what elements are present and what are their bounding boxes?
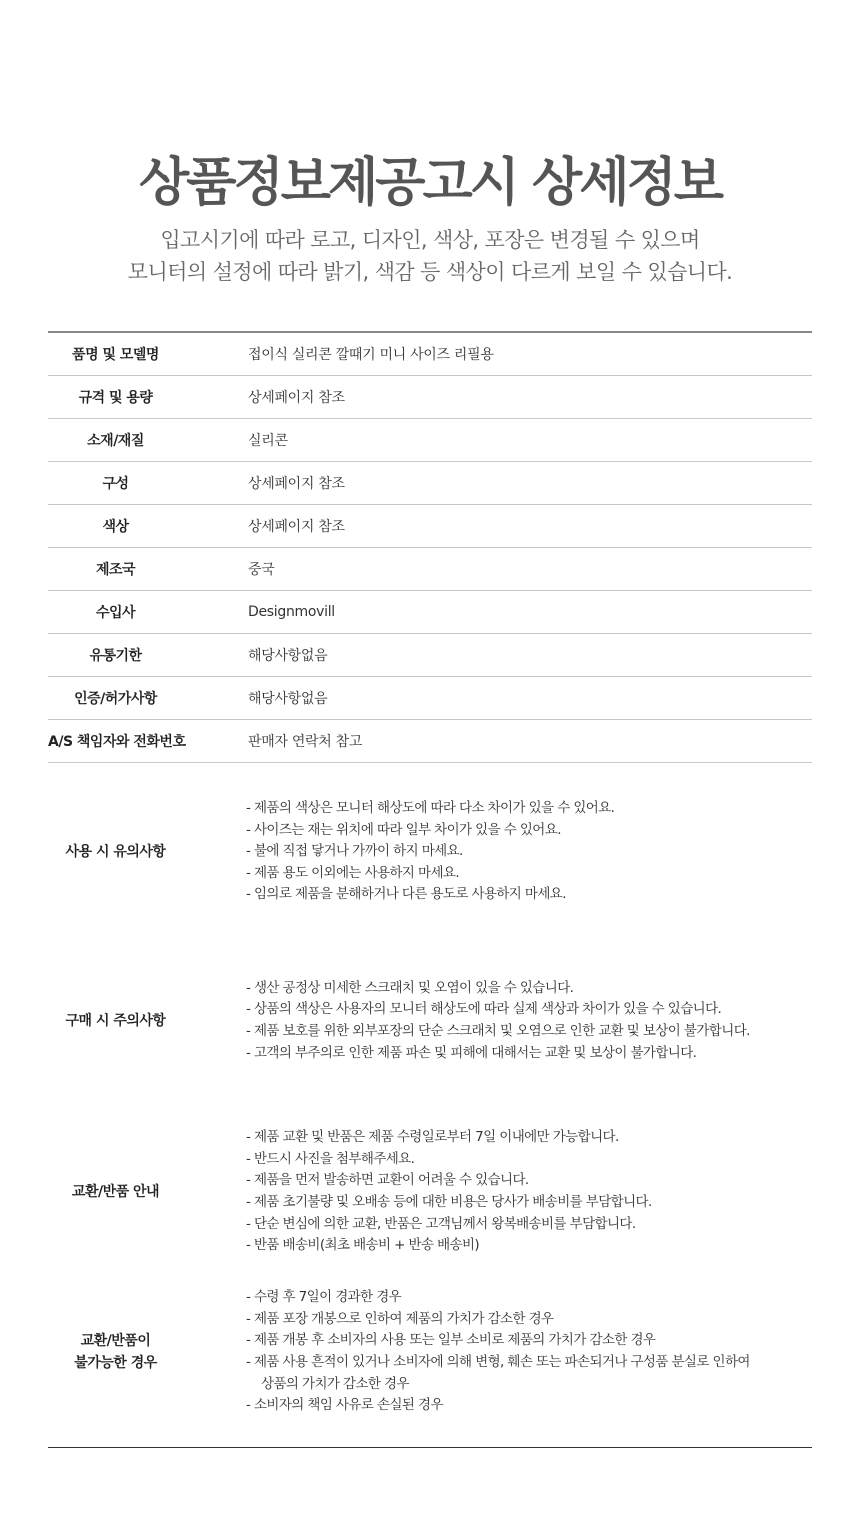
row-value: Designmovill	[248, 604, 335, 620]
page-title: 상품정보제공고시 상세정보	[139, 153, 721, 213]
list-item: - 반드시 사진을 첨부해주세요.	[246, 1150, 415, 1167]
row-value: 중국	[248, 562, 275, 578]
row-value: 실리콘	[248, 433, 288, 449]
row-label: 인증/허가사항	[74, 691, 157, 707]
table-row	[48, 591, 812, 634]
list-item: - 수령 후 7일이 경과한 경우	[246, 1289, 402, 1306]
exchange-return-section	[48, 1125, 812, 1259]
list-item: - 생산 공정상 미세한 스크래치 및 오염이 있을 수 있습니다.	[246, 979, 574, 996]
section-label-line: 교환/반품 안내	[71, 1184, 160, 1200]
section-label	[48, 841, 183, 863]
product-info-table	[48, 331, 812, 763]
usage-caution-section	[48, 794, 812, 910]
section-label	[48, 1330, 183, 1374]
table-row	[48, 720, 812, 763]
notice-line: 모니터의 설정에 따라 밝기, 색감 등 색상이 다르게 보일 수 있습니다.	[127, 260, 733, 284]
table-row	[48, 634, 812, 677]
notice-line: 입고시기에 따라 로고, 디자인, 색상, 포장은 변경될 수 있으며	[160, 228, 700, 252]
list-item: - 임의로 제품을 분해하거나 다른 용도로 사용하지 마세요.	[246, 886, 566, 903]
section-label-line: 불가능한 경우	[74, 1355, 157, 1371]
table-row	[48, 462, 812, 505]
list-item: - 단순 변심에 의한 교환, 반품은 고객님께서 왕복배송비를 부담합니다.	[246, 1215, 636, 1232]
row-value: 상세페이지 참조	[248, 390, 345, 406]
row-label: 규격 및 용량	[78, 390, 153, 406]
non-returnable-list	[183, 1287, 750, 1417]
list-item: - 제품 초기불량 및 오배송 등에 대한 비용은 당사가 배송비를 부담합니다.	[246, 1194, 652, 1210]
list-item: - 제품 개봉 후 소비자의 사용 또는 일부 소비로 제품의 가치가 감소한 경우	[246, 1332, 656, 1349]
notice-text	[0, 224, 860, 288]
row-value: 접이식 실리콘 깔때기 미니 사이즈 리필용	[248, 347, 494, 363]
purchase-caution-section	[48, 976, 812, 1066]
list-item: - 상품의 색상은 사용자의 모니터 해상도에 따라 실제 색상과 차이가 있을 수 있습니다.	[246, 1001, 722, 1018]
list-item-continuation: 상품의 가치가 감소한 경우	[261, 1375, 409, 1392]
table-row	[48, 333, 812, 376]
section-label-line: 구매 시 주의사항	[65, 1013, 166, 1029]
list-item: - 불에 직접 닿거나 가까이 하지 마세요.	[246, 843, 463, 860]
section-label-line: 교환/반품이	[80, 1333, 151, 1349]
purchase-caution-list	[183, 978, 750, 1064]
list-item: - 제품 사용 흔적이 있거나 소비자에 의해 변형, 훼손 또는 파손되거나 구성품 분실로 인하여	[246, 1354, 750, 1370]
list-item: - 반품 배송비(최초 배송비 + 반송 배송비)	[246, 1237, 480, 1254]
row-value: 상세페이지 참조	[248, 519, 345, 535]
row-label: A/S 책임자와 전화번호	[48, 734, 186, 750]
table-row	[48, 505, 812, 548]
table-row	[48, 677, 812, 720]
exchange-return-list	[183, 1127, 652, 1257]
section-label-line: 사용 시 유의사항	[65, 844, 166, 860]
list-item: - 제품 포장 개봉으로 인하여 제품의 가치가 감소한 경우	[246, 1310, 554, 1327]
row-label: 유통기한	[89, 648, 142, 664]
section-label	[48, 1181, 183, 1203]
row-label: 수입사	[95, 605, 136, 621]
section-label	[48, 1010, 183, 1032]
row-value: 해당사항없음	[248, 648, 328, 664]
usage-caution-list	[183, 798, 614, 906]
row-label: 제조국	[95, 562, 136, 578]
bottom-divider	[48, 1447, 812, 1448]
list-item: - 소비자의 책임 사유로 손실된 경우	[246, 1397, 443, 1414]
row-label: 색상	[102, 519, 129, 535]
table-row	[48, 548, 812, 591]
list-item: - 제품 용도 이외에는 사용하지 마세요.	[246, 864, 460, 881]
row-label: 구성	[102, 476, 129, 492]
list-item: - 제품 보호를 위한 외부포장의 단순 스크래치 및 오염으로 인한 교환 및 보상이 불가합니다.	[246, 1023, 750, 1039]
list-item: - 고객의 부주의로 인한 제품 파손 및 피해에 대해서는 교환 및 보상이 불가합니다.	[246, 1044, 697, 1061]
row-value: 판매자 연락처 참고	[248, 734, 363, 750]
row-value: 해당사항없음	[248, 691, 328, 707]
table-row	[48, 419, 812, 462]
list-item: - 제품의 색상은 모니터 해상도에 따라 다소 차이가 있을 수 있어요.	[246, 800, 615, 817]
list-item: - 제품을 먼저 발송하면 교환이 어려울 수 있습니다.	[246, 1172, 529, 1189]
row-value: 상세페이지 참조	[248, 476, 345, 492]
row-label: 품명 및 모델명	[72, 347, 159, 363]
non-returnable-section	[48, 1285, 812, 1419]
list-item: - 사이즈는 재는 위치에 따라 일부 차이가 있을 수 있어요.	[246, 821, 561, 838]
table-row	[48, 376, 812, 419]
row-label: 소재/재질	[87, 433, 144, 449]
list-item: - 제품 교환 및 반품은 제품 수령일로부터 7일 이내에만 가능합니다.	[246, 1129, 619, 1146]
